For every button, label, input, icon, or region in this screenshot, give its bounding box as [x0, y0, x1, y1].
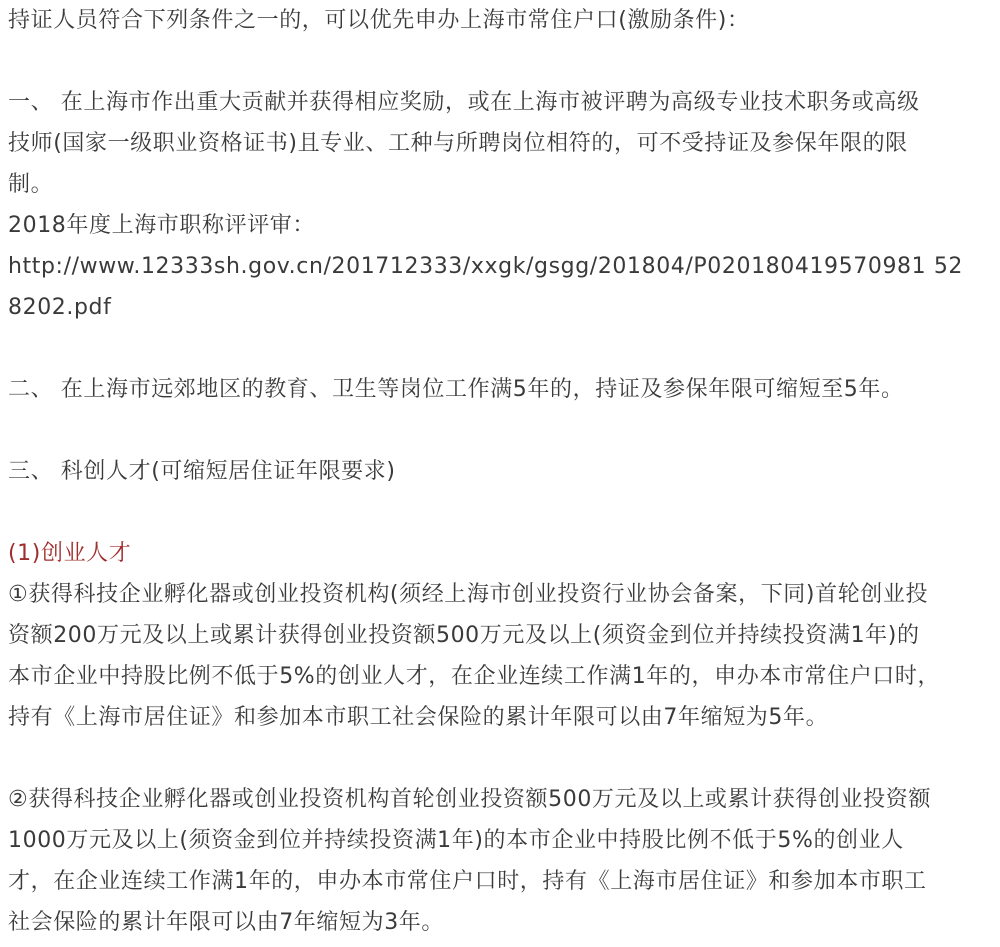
item-1-line-2: 资额200万元及以上或累计获得创业投资额500万元及以上(须资金到位并持续投资满1年)的 — [8, 623, 920, 648]
item-2-line-1: ②获得科技企业孵化器或创业投资机构首轮创业投资额500万元及以上或累计获得创业投资额 — [8, 787, 931, 812]
spacer — [8, 410, 992, 451]
reference-url-line-2: 8202.pdf — [8, 295, 112, 320]
spacer — [8, 492, 992, 533]
section-2-paragraph: 二、 在上海市远郊地区的教育、卫生等岗位工作满5年的，持证及参保年限可缩短至5年。 — [8, 377, 904, 402]
section-1-line-1: 一、 在上海市作出重大贡献并获得相应奖励，或在上海市被评聘为高级专业技术职务或高级 — [8, 90, 920, 115]
item-2-line-2: 1000万元及以上(须资金到位并持续投资满1年)的本市企业中持股比例不低于5%的创业人 — [8, 828, 904, 853]
subsection-heading: (1)创业人才 — [8, 541, 132, 566]
item-2-line-4: 社会保险的累计年限可以由7年缩短为3年。 — [8, 910, 444, 935]
item-1-line-4: 持有《上海市居住证》和参加本市职工社会保险的累计年限可以由7年缩短为5年。 — [8, 705, 829, 730]
article-body — [8, 0, 992, 943]
section-3-paragraph: 三、 科创人才(可缩短居住证年限要求) — [8, 459, 396, 484]
spacer — [8, 328, 992, 369]
reference-url-line-1: http://www.12333sh.gov.cn/201712333/xxgk/gsgg/201804/P020180419570981 52 — [8, 254, 964, 279]
reference-label: 2018年度上海市职称评评审： — [8, 213, 315, 238]
item-1-line-1: ①获得科技企业孵化器或创业投资机构(须经上海市创业投资行业协会备案，下同)首轮创业投 — [8, 582, 929, 607]
section-1-line-3: 制。 — [8, 172, 54, 197]
section-1-line-2: 技师(国家一级职业资格证书)且专业、工种与所聘岗位相符的，可不受持证及参保年限的限 — [8, 131, 908, 156]
intro-paragraph: 持证人员符合下列条件之一的，可以优先申办上海市常住户口(激励条件)： — [8, 8, 750, 33]
spacer — [8, 738, 992, 779]
item-2-line-3: 才，在企业连续工作满1年的，申办本市常住户口时，持有《上海市居住证》和参加本市职工 — [8, 869, 927, 894]
item-1-line-3: 本市企业中持股比例不低于5%的创业人才，在企业连续工作满1年的，申办本市常住户口时， — [8, 664, 941, 689]
spacer — [8, 41, 992, 82]
